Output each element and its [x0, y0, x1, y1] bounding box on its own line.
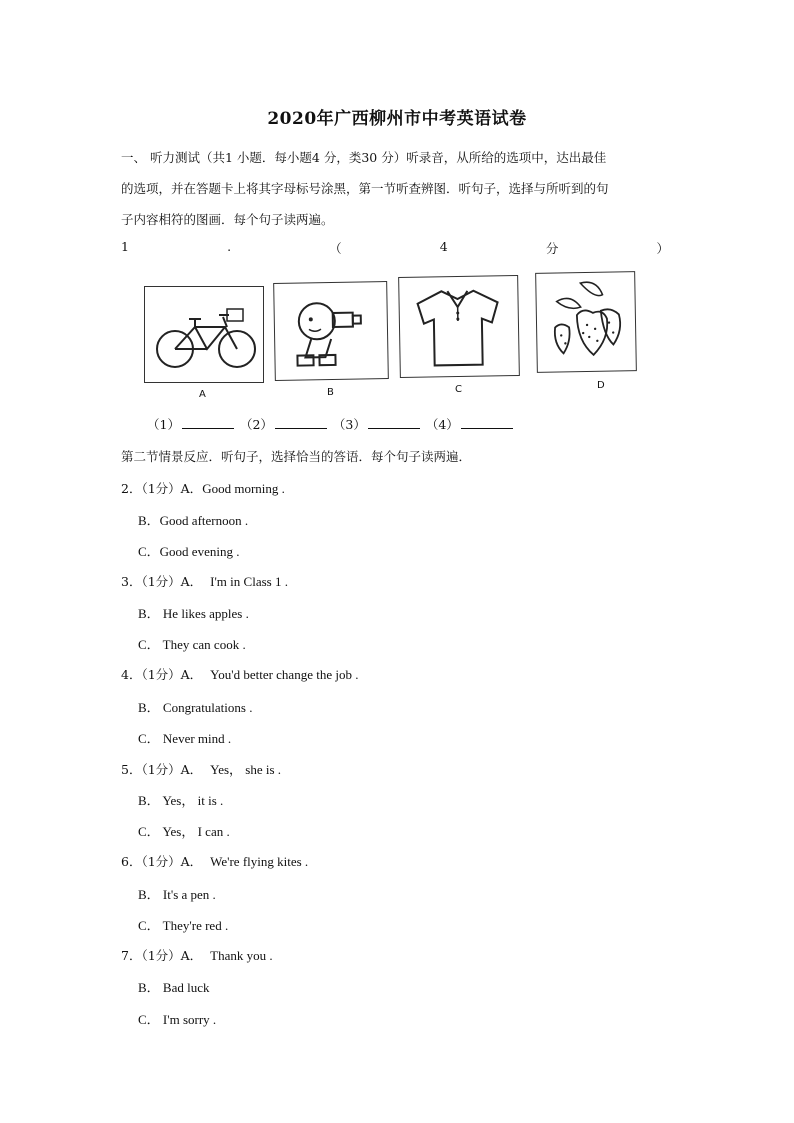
q5-option-c[interactable]: C． Yes， I can .: [138, 824, 230, 839]
q3-option-c[interactable]: C． They can cook .: [138, 637, 246, 652]
answer-blank-1[interactable]: [182, 416, 234, 429]
instruction-line-2: 的选项，并在答题卡上将其字母标号涂黑，第一节听查辨图．听句子，选择与所听到的句: [121, 181, 609, 196]
q1-points: 4: [439, 239, 448, 254]
q1-answer-blanks: [147, 415, 515, 433]
section1-instructions: [121, 142, 681, 235]
photographer-icon: [274, 282, 388, 380]
answer-blank-4[interactable]: [461, 416, 513, 429]
blank-label-4: （4）: [425, 417, 459, 432]
instruction-line-1: 一、 听力测试（共1 小题．每小题4 分，类30 分）听录音，从所给的选项中，达出最佳: [121, 150, 607, 165]
picture-a-label: A: [199, 389, 206, 400]
q4-number: 4．（1分）A．: [121, 667, 203, 682]
question-2: [121, 479, 285, 497]
picture-d-label: D: [597, 380, 605, 391]
answer-blank-3[interactable]: [368, 416, 420, 429]
question-3: [121, 572, 288, 590]
q1-points-unit: 分: [545, 241, 559, 256]
q2-option-a[interactable]: Good morning .: [202, 481, 285, 496]
q6-option-a[interactable]: We're flying kites .: [210, 854, 309, 869]
question-6: [121, 852, 308, 870]
picture-options: [140, 272, 640, 402]
blank-label-1: （1）: [147, 417, 180, 432]
question-5: [121, 759, 281, 778]
q1-dot: .: [227, 239, 232, 254]
q1-number: 1: [121, 239, 129, 254]
question-7: [121, 946, 273, 964]
q1-close-paren: ）: [656, 241, 669, 256]
q2-option-c[interactable]: C．Good evening .: [138, 544, 240, 559]
q2-number: 2．（1分）A．: [121, 481, 203, 496]
shirt-icon: [399, 276, 519, 377]
q4-option-a[interactable]: You'd better change the job .: [210, 667, 359, 682]
bicycle-icon: [145, 287, 263, 382]
q7-number: 7．（1分）A．: [121, 948, 203, 963]
q4-option-c[interactable]: C． Never mind .: [138, 731, 232, 746]
picture-b: [273, 281, 389, 381]
question-4: [121, 665, 358, 683]
answer-blank-2[interactable]: [275, 416, 327, 429]
q5-option-b[interactable]: B． Yes， it is .: [138, 793, 224, 808]
picture-b-label: B: [327, 387, 334, 398]
q1-open-paren: （: [329, 241, 342, 256]
q4-option-b[interactable]: B． Congratulations .: [138, 700, 253, 715]
q5-option-a[interactable]: Yes， she is .: [210, 762, 282, 777]
q7-option-c[interactable]: C． I'm sorry .: [138, 1012, 217, 1027]
q6-number: 6．（1分）A．: [121, 854, 203, 869]
picture-c-label: C: [455, 384, 462, 395]
instruction-line-3: 子内容相符的图画．每个句子读两遍。: [121, 212, 334, 227]
q6-option-b[interactable]: B． It's a pen .: [138, 887, 216, 902]
blank-label-2: （2）: [239, 417, 273, 432]
q3-option-b[interactable]: B． He likes apples .: [138, 606, 249, 621]
picture-c: [398, 275, 520, 378]
q2-option-b[interactable]: B．Good afternoon .: [138, 513, 249, 528]
picture-a: [144, 286, 264, 383]
exam-title: 2020年广西柳州市中考英语试卷: [267, 109, 527, 129]
strawberry-icon: [536, 272, 636, 372]
q7-option-a[interactable]: Thank you .: [210, 948, 273, 963]
q5-number: 5．（1分）A．: [121, 762, 203, 777]
q3-number: 3．（1分）A．: [121, 574, 203, 589]
blank-label-3: （3）: [332, 417, 366, 432]
section2-instructions: 第二节情景反应．听句子，选择恰当的答语．每个句子读两遍．: [121, 449, 472, 464]
q7-option-b[interactable]: B． Bad luck: [138, 980, 210, 995]
q6-option-c[interactable]: C． They're red .: [138, 918, 229, 933]
picture-d: [535, 271, 637, 373]
question-1-header: [121, 239, 669, 257]
q3-option-a[interactable]: I'm in Class 1 .: [210, 574, 288, 589]
